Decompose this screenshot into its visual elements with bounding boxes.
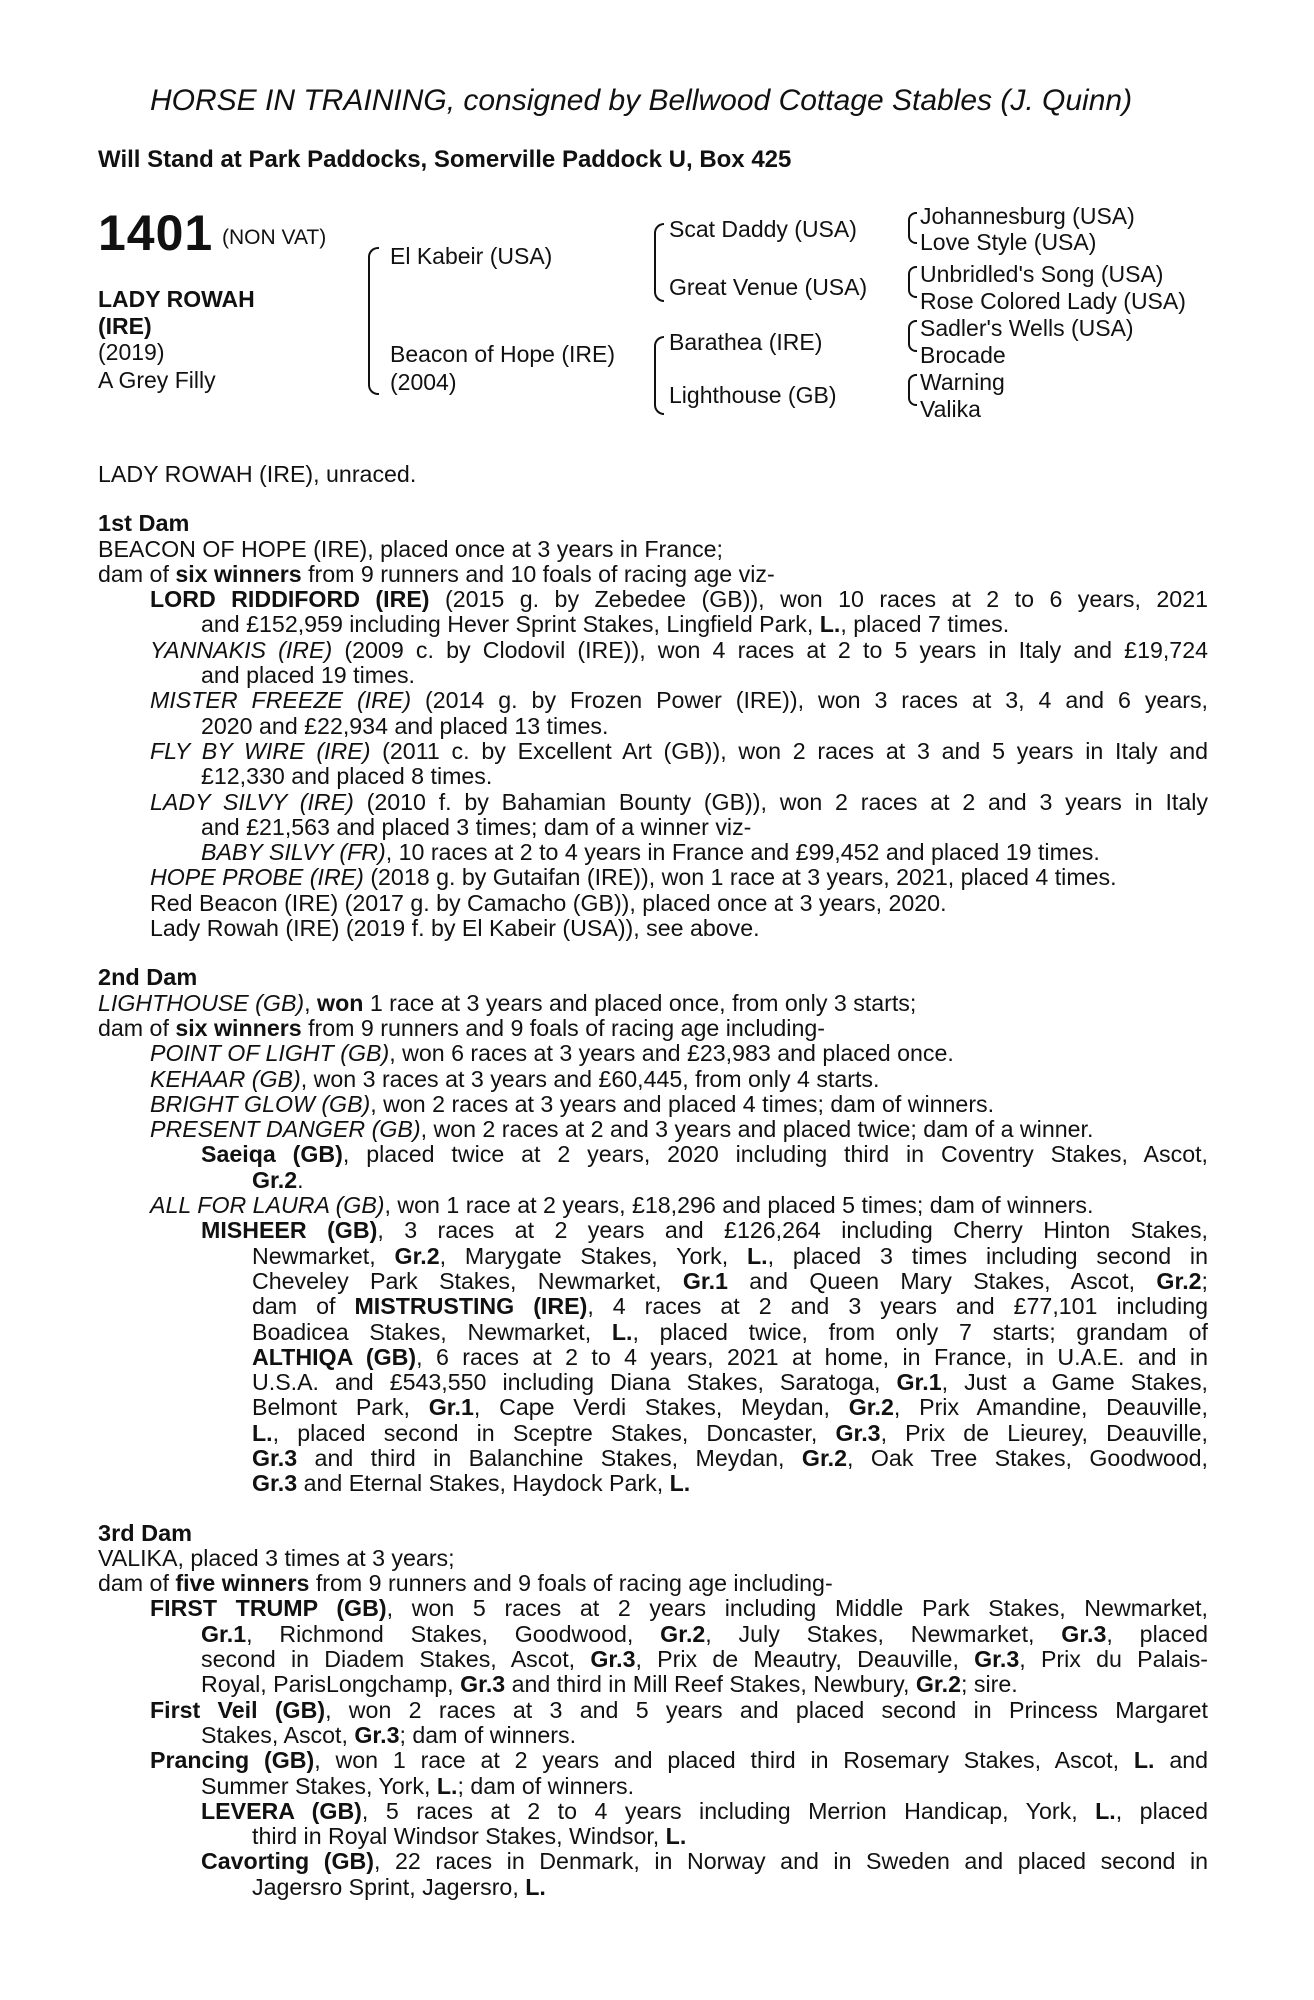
produce-lady-rowah: Lady Rowah (IRE) (2019 f. by El Kabeir (USA)), see above. — [150, 915, 760, 942]
pedigree-ggp-2: Love Style (USA) — [920, 229, 1097, 255]
produce-lady-silvy: LADY SILVY (IRE) (2010 f. by Bahamian Bounty (GB)), won 2 races at 2 and 3 years in Italy — [150, 788, 1208, 815]
produce-misheer-cont-9: Gr.3 and third in Balanchine Stakes, Meydan, Gr.2, Oak Tree Stakes, Goodwood, — [252, 1444, 1208, 1471]
produce-misheer: MISHEER (GB), 3 races at 2 years and £126,264 including Cherry Hinton Stakes, — [201, 1217, 1208, 1244]
produce-levera: LEVERA (GB), 5 races at 2 to 4 years including Merrion Handicap, York, L., placed — [201, 1797, 1209, 1824]
pedigree-sire: El Kabeir (USA) — [390, 243, 553, 269]
dam3-produce-line: dam of five winners from 9 runners and 9 foals of racing age including- — [98, 1570, 833, 1597]
produce-misheer-cont-10: Gr.3 and Eternal Stakes, Haydock Park, L. — [252, 1470, 691, 1497]
produce-fly-by-wire: FLY BY WIRE (IRE) (2011 c. by Excellent Art (GB)), won 2 races at 3 and 5 years in Italy and — [150, 737, 1208, 764]
produce-misheer-cont-5: ALTHIQA (GB), 6 races at 2 to 4 years, 2021 at home, in France, in U.A.E. and in — [252, 1343, 1208, 1370]
pedigree-brace-sire-line — [654, 223, 664, 302]
catalogue-header: HORSE IN TRAINING, consigned by Bellwood Cottage Stables (J. Quinn) — [150, 84, 1133, 117]
produce-first-trump-cont-1: Gr.1, Richmond Stakes, Goodwood, Gr.2, July Stakes, Newmarket, Gr.3, placed — [201, 1620, 1208, 1647]
vat-status: (NON VAT) — [222, 226, 327, 249]
dam1-line: BEACON OF HOPE (IRE), placed once at 3 years in France; — [98, 535, 723, 562]
produce-present-danger: PRESENT DANGER (GB), won 2 races at 2 and 3 years and placed twice; dam of a winner. — [150, 1116, 1094, 1143]
section-heading-1st-dam: 1st Dam — [98, 510, 190, 537]
produce-mister-freeze: MISTER FREEZE (IRE) (2014 g. by Frozen Power (IRE)), won 3 races at 3, 4 and 6 years, — [150, 687, 1208, 714]
produce-misheer-cont-1: Newmarket, Gr.2, Marygate Stakes, York, L., placed 3 times including second in — [252, 1242, 1208, 1269]
produce-lord-riddiford: LORD RIDDIFORD (IRE) (2015 g. by Zebedee (GB)), won 10 races at 2 to 6 years, 2021 — [150, 586, 1208, 613]
section-heading-3rd-dam: 3rd Dam — [98, 1519, 193, 1546]
pedigree-ggp-5: Sadler's Wells (USA) — [920, 315, 1134, 341]
produce-first-veil-cont: Stakes, Ascot, Gr.3; dam of winners. — [201, 1721, 577, 1748]
pedigree-dam-year: (2004) — [390, 369, 457, 395]
produce-saeiqa-cont: Gr.2. — [252, 1166, 304, 1193]
produce-first-trump-cont-2: second in Diadem Stakes, Ascot, Gr.3, Prix de Meautry, Deauville, Gr.3, Prix du Palais- — [201, 1646, 1209, 1673]
dam2-line: LIGHTHOUSE (GB), won 1 race at 3 years and placed once, from only 3 starts; — [98, 989, 917, 1016]
produce-hope-probe: HOPE PROBE (IRE) (2018 g. by Gutaifan (IRE)), won 1 race at 3 years, 2021, placed 4 times. — [150, 864, 1117, 891]
pedigree-dam-sire: Barathea (IRE) — [669, 329, 823, 355]
pedigree-ggp-6: Brocade — [920, 342, 1006, 368]
horse-description: A Grey Filly — [98, 367, 216, 393]
horse-name-line1: LADY ROWAH — [98, 286, 255, 312]
pedigree-brace-ggp2 — [908, 266, 917, 298]
unraced-note: LADY ROWAH (IRE), unraced. — [98, 461, 417, 487]
produce-misheer-cont-8: L., placed second in Sceptre Stakes, Doncaster, Gr.3, Prix de Lieurey, Deauville, — [252, 1419, 1208, 1446]
produce-misheer-cont-3: dam of MISTRUSTING (IRE), 4 races at 2 and 3 years and £77,101 including — [252, 1293, 1208, 1320]
pedigree-ggp-1: Johannesburg (USA) — [920, 203, 1135, 229]
pedigree-brace-parents — [368, 247, 379, 395]
produce-saeiqa: Saeiqa (GB), placed twice at 2 years, 2020 including third in Coventry Stakes, Ascot, — [201, 1141, 1208, 1168]
produce-all-for-laura: ALL FOR LAURA (GB), won 1 race at 2 years, £18,296 and placed 5 times; dam of winners. — [150, 1192, 1094, 1219]
produce-bright-glow: BRIGHT GLOW (GB), won 2 races at 3 years and placed 4 times; dam of winners. — [150, 1090, 995, 1117]
produce-first-trump: FIRST TRUMP (GB), won 5 races at 2 years including Middle Park Stakes, Newmarket, — [150, 1595, 1208, 1622]
produce-prancing: Prancing (GB), won 1 race at 2 years and placed third in Rosemary Stakes, Ascot, L. and — [150, 1747, 1209, 1774]
produce-cavorting: Cavorting (GB), 22 races in Denmark, in Norway and in Sweden and placed second in — [201, 1848, 1208, 1875]
produce-lady-silvy-cont: and £21,563 and placed 3 times; dam of a winner viz- — [201, 813, 752, 840]
pedigree-sire-sire: Scat Daddy (USA) — [669, 216, 857, 242]
produce-fly-by-wire-cont: £12,330 and placed 8 times. — [201, 763, 493, 790]
section-heading-2nd-dam: 2nd Dam — [98, 964, 198, 991]
pedigree-brace-dam-line — [654, 336, 664, 415]
pedigree-ggp-8: Valika — [920, 396, 981, 422]
produce-prancing-cont: Summer Stakes, York, L.; dam of winners. — [201, 1772, 635, 1799]
pedigree-dam: Beacon of Hope (IRE) — [390, 341, 616, 367]
horse-name-line2: (IRE) — [98, 313, 152, 339]
lot-number: 1401 — [98, 205, 214, 261]
produce-lord-riddiford-cont: and £152,959 including Hever Sprint Stakes, Lingfield Park, L., placed 7 times. — [201, 611, 1010, 638]
pedigree-brace-ggp3 — [908, 320, 917, 352]
pedigree-brace-ggp1 — [908, 212, 917, 244]
produce-yannakis-cont: and placed 19 times. — [201, 662, 415, 689]
produce-mister-freeze-cont: 2020 and £22,934 and placed 13 times. — [201, 712, 609, 739]
dam2-produce-line: dam of six winners from 9 runners and 9 foals of racing age including- — [98, 1014, 825, 1041]
pedigree-ggp-3: Unbridled's Song (USA) — [920, 261, 1164, 287]
catalogue-body — [98, 462, 1208, 1900]
produce-first-trump-cont-3: Royal, ParisLongchamp, Gr.3 and third in Mill Reef Stakes, Newbury, Gr.2; sire. — [201, 1671, 1018, 1698]
produce-first-veil: First Veil (GB), won 2 races at 3 and 5 years and placed second in Princess Margaret — [150, 1696, 1208, 1723]
produce-misheer-cont-2: Cheveley Park Stakes, Newmarket, Gr.1 and Queen Mary Stakes, Ascot, Gr.2; — [252, 1267, 1208, 1294]
produce-red-beacon: Red Beacon (IRE) (2017 g. by Camacho (GB)), placed once at 3 years, 2020. — [150, 889, 947, 916]
produce-point-of-light: POINT OF LIGHT (GB), won 6 races at 3 years and £23,983 and placed once. — [150, 1040, 954, 1067]
dam1-produce-line: dam of six winners from 9 runners and 10 foals of racing age viz- — [98, 560, 775, 587]
pedigree-brace-ggp4 — [908, 374, 917, 406]
dam3-line: VALIKA, placed 3 times at 3 years; — [98, 1544, 455, 1571]
produce-cavorting-cont: Jagersro Sprint, Jagersro, L. — [252, 1873, 546, 1900]
produce-levera-cont: third in Royal Windsor Stakes, Windsor, L. — [252, 1823, 687, 1850]
horse-name — [98, 286, 255, 340]
pedigree-dam-dam: Lighthouse (GB) — [669, 382, 837, 408]
produce-misheer-cont-4: Boadicea Stakes, Newmarket, L., placed twice, from only 7 starts; grandam of — [252, 1318, 1209, 1345]
pedigree-ggp-4: Rose Colored Lady (USA) — [920, 288, 1186, 314]
produce-misheer-cont-7: Belmont Park, Gr.1, Cape Verdi Stakes, Meydan, Gr.2, Prix Amandine, Deauville, — [252, 1394, 1208, 1421]
produce-baby-silvy: BABY SILVY (FR), 10 races at 2 to 4 years in France and £99,452 and placed 19 times. — [201, 839, 1100, 866]
produce-yannakis: YANNAKIS (IRE) (2009 c. by Clodovil (IRE)), won 4 races at 2 to 5 years in Italy and £19,724 — [150, 636, 1208, 663]
produce-misheer-cont-6: U.S.A. and £543,550 including Diana Stakes, Saratoga, Gr.1, Just a Game Stakes, — [252, 1369, 1208, 1396]
produce-kehaar: KEHAAR (GB), won 3 races at 3 years and £60,445, from only 4 starts. — [150, 1065, 880, 1092]
horse-year: (2019) — [98, 339, 165, 365]
stand-location: Will Stand at Park Paddocks, Somerville Paddock U, Box 425 — [98, 146, 792, 173]
pedigree-sire-dam: Great Venue (USA) — [669, 274, 868, 300]
pedigree-ggp-7: Warning — [920, 369, 1005, 395]
